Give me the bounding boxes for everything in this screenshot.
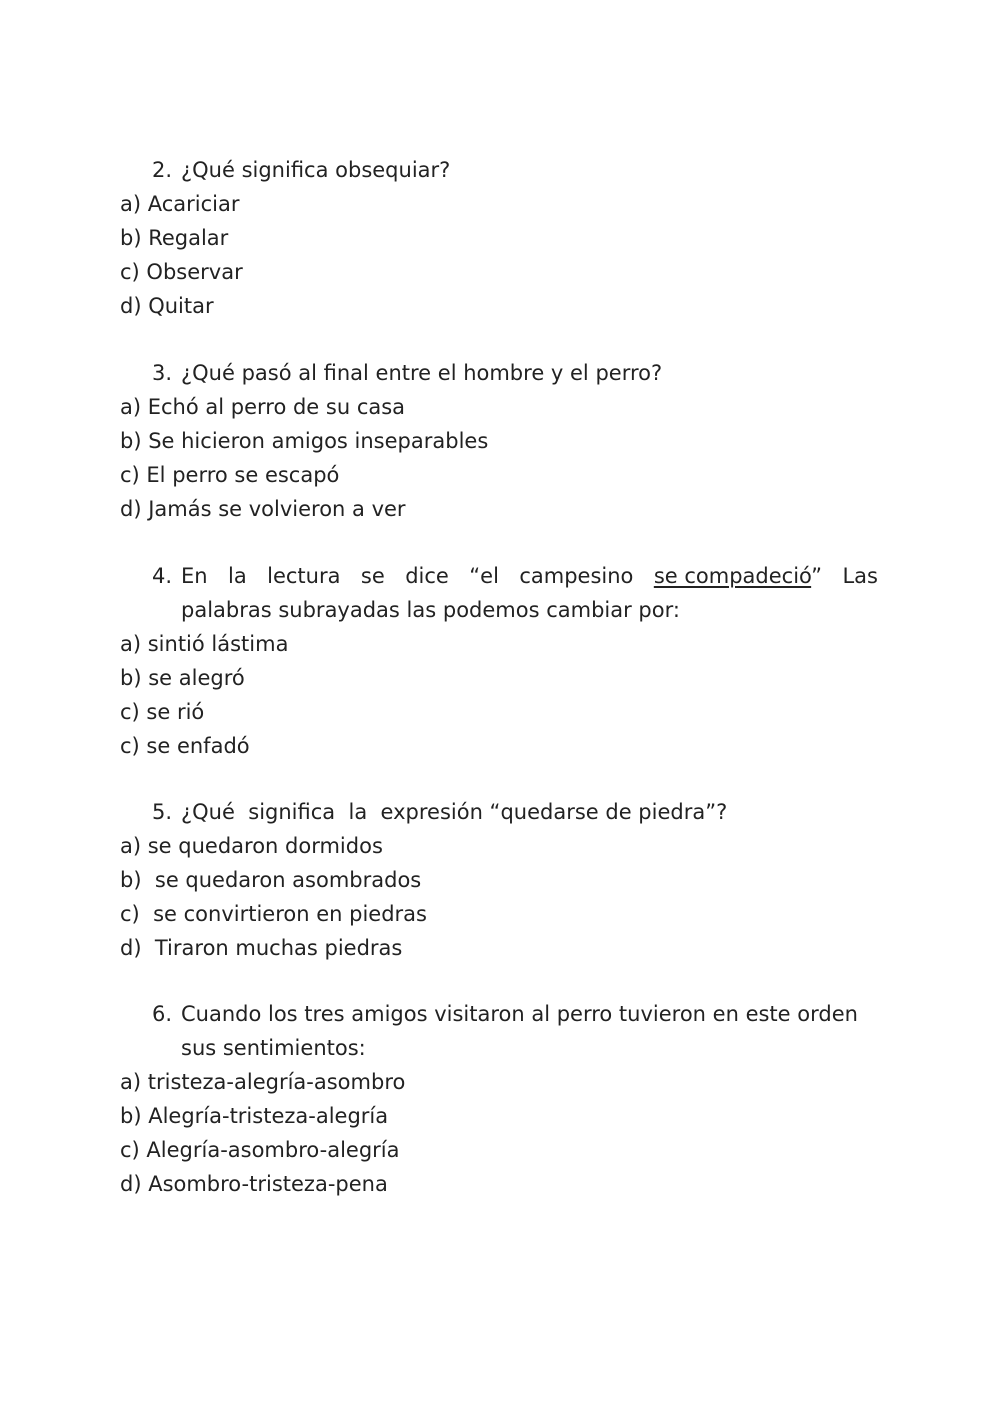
option-b: b) Regalar [120, 226, 229, 250]
word: En [181, 564, 208, 588]
option-d: d) Jamás se volvieron a ver [120, 497, 406, 521]
word: la [228, 564, 247, 588]
question-6 [120, 997, 878, 1201]
question-number: 2. [152, 158, 173, 182]
question-text-line-2: sus sentimientos: [181, 1036, 366, 1060]
question-4-prompt [120, 559, 878, 627]
question-text-line-2: palabras subrayadas las podemos cambiar por: [181, 598, 680, 622]
option-d: d) Quitar [120, 294, 214, 318]
question-5-prompt [120, 795, 878, 829]
option-b: b) se alegró [120, 666, 245, 690]
question-4 [120, 559, 878, 763]
option-a: a) sintió lástima [120, 632, 289, 656]
question-text-line-1: Cuando los tres amigos visitaron al perro tuvieron en este orden [181, 1002, 858, 1026]
question-2-prompt [120, 153, 878, 187]
word: se [360, 564, 385, 588]
question-5 [120, 795, 878, 965]
option-a: a) se quedaron dormidos [120, 834, 383, 858]
question-number: 3. [152, 361, 173, 385]
option-d: d) Asombro-tristeza-pena [120, 1172, 388, 1196]
option-a: a) Echó al perro de su casa [120, 395, 406, 419]
question-6-prompt [120, 997, 878, 1065]
option-c: c) se convirtieron en piedras [120, 902, 427, 926]
option-c: c) Alegría-asombro-alegría [120, 1138, 400, 1162]
question-text: ¿Qué significa obsequiar? [181, 158, 451, 182]
option-d: c) se enfadó [120, 734, 250, 758]
word: “el [469, 564, 499, 588]
closing-quote: ” [811, 564, 823, 588]
question-3 [120, 356, 878, 526]
question-text: ¿Qué pasó al final entre el hombre y el perro? [181, 361, 663, 385]
question-number: 6. [152, 1002, 173, 1026]
question-text: ¿Qué significa la expresión “quedarse de piedra”? [181, 800, 728, 824]
word: dice [405, 564, 449, 588]
word: campesino [519, 564, 634, 588]
option-b: b) Se hicieron amigos inseparables [120, 429, 489, 453]
option-c: c) El perro se escapó [120, 463, 340, 487]
underlined-phrase-group [654, 559, 822, 593]
underlined-phrase: se compadeció [653, 564, 812, 588]
question-text-line-1 [181, 559, 878, 593]
option-a: a) tristeza-alegría-asombro [120, 1070, 406, 1094]
question-number: 4. [152, 564, 173, 588]
option-c: c) se rió [120, 700, 205, 724]
option-a: a) Acariciar [120, 192, 240, 216]
question-3-prompt [120, 356, 878, 390]
option-c: c) Observar [120, 260, 243, 284]
question-2 [120, 153, 878, 323]
word: Las [842, 564, 878, 588]
option-b: b) se quedaron asombrados [120, 868, 422, 892]
option-b: b) Alegría-tristeza-alegría [120, 1104, 389, 1128]
question-number: 5. [152, 800, 173, 824]
option-d: d) Tiraron muchas piedras [120, 936, 403, 960]
word: lectura [267, 564, 341, 588]
